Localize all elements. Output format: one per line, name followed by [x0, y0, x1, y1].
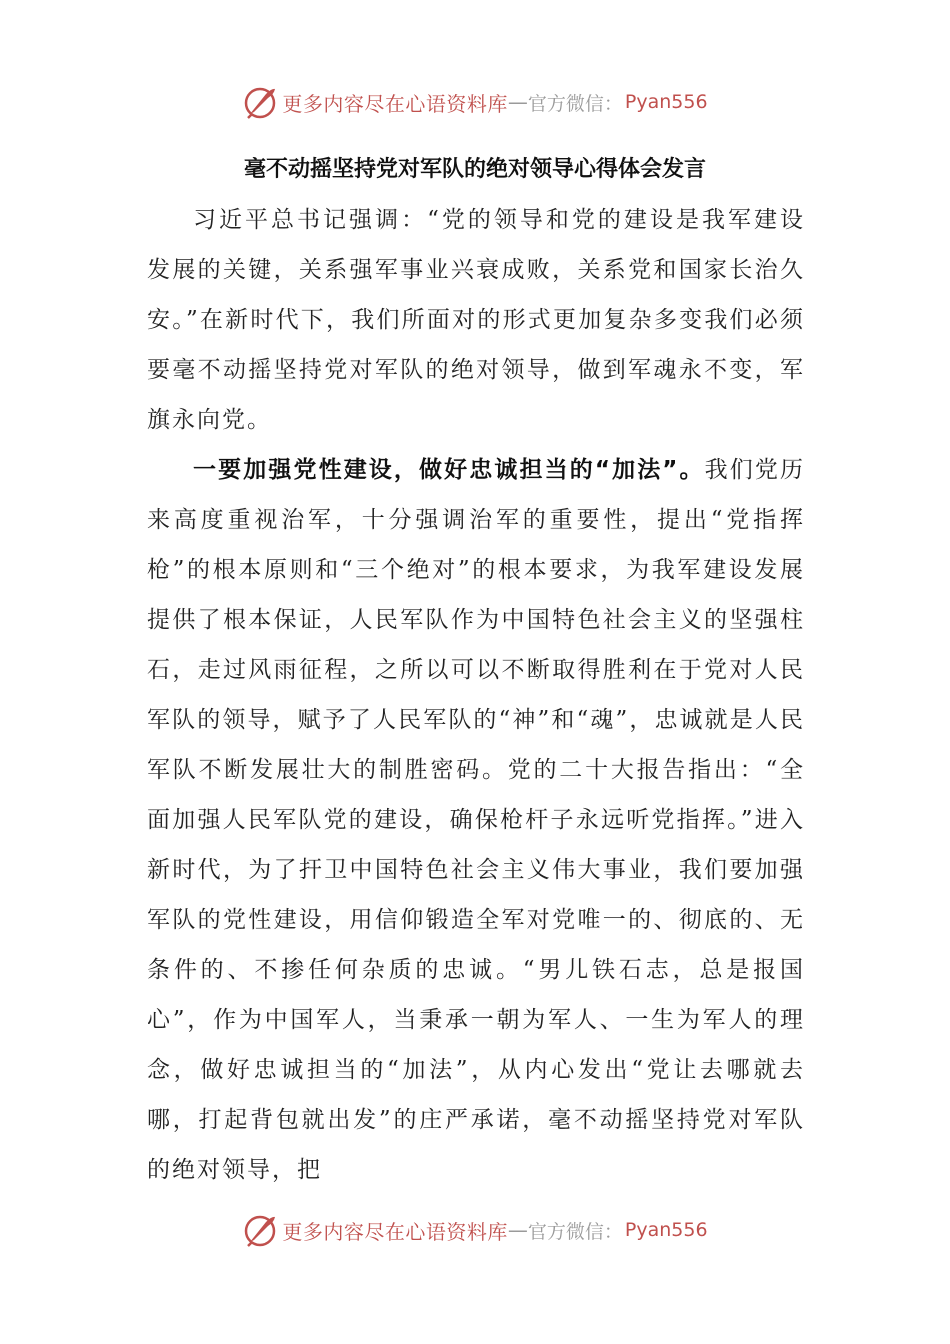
watermark-site-name: 更多内容尽在心语资料库	[282, 91, 508, 116]
quill-logo-icon	[242, 1212, 278, 1248]
watermark-official-label: 官方微信：	[527, 92, 623, 115]
section-one-text: 我们党历来高度重视治军，十分强调治军的重要性，提出“党指挥枪”的根本原则和“三个绝对”的根本要求，为我军建设发展提供了根本保证，人民军队作为中国特色社会主义的坚强柱石，走过风雨征程，之所以可以不断取得胜利在于党对人民军队的领导，赋予了人民军队的“神”和“魂”，忠诚就是人民军队不断发展壮大的制胜密码。党的二十大报告指出：“全面加强人民军队党的建设，确保枪杆子永远听党指挥。”进入新时代，为了扞卫中国特色社会主义伟大事业，我们要加强军队的党性建设，用信仰锻造全军对党唯一的、彻底的、无条件的、不掺任何杂质的忠诚。“男儿铁石志，总是报国心”，作为中国军人，当秉承一朝为军人、一生为军人的理念，做好忠诚担当的“加法”，从内心发出“党让去哪就去哪，打起背包就出发”的庄严承诺，毫不动摇坚持党对军队的绝对领导，把	[147, 457, 806, 1183]
footer-watermark-banner	[0, 1210, 950, 1250]
document-body	[147, 195, 805, 1195]
watermark-wechat-id: Pyan556	[624, 1219, 708, 1241]
section-one-heading: 一要加强党性建设，做好忠诚担当的“加法”。	[193, 457, 705, 483]
quill-logo-icon	[242, 84, 278, 120]
header-watermark-banner	[0, 82, 950, 122]
watermark-separator: —	[507, 1218, 528, 1242]
watermark-wechat-id: Pyan556	[624, 91, 708, 113]
watermark-official-label: 官方微信：	[527, 1220, 623, 1243]
document-title: 毫不动摇坚持党对军队的绝对领导心得体会发言	[243, 157, 706, 182]
paragraph-section-one	[147, 445, 805, 1195]
watermark-separator: —	[507, 90, 528, 114]
watermark-site-name: 更多内容尽在心语资料库	[282, 1219, 508, 1244]
paragraph-intro: 习近平总书记强调：“党的领导和党的建设是我军建设发展的关键，关系强军事业兴衰成败，关系党和国家长治久安。”在新时代下，我们所面对的形式更加复杂多变我们必须要毫不动摇坚持党对军队的绝对领导，做到军魂永不变，军旗永向党。	[147, 207, 805, 433]
